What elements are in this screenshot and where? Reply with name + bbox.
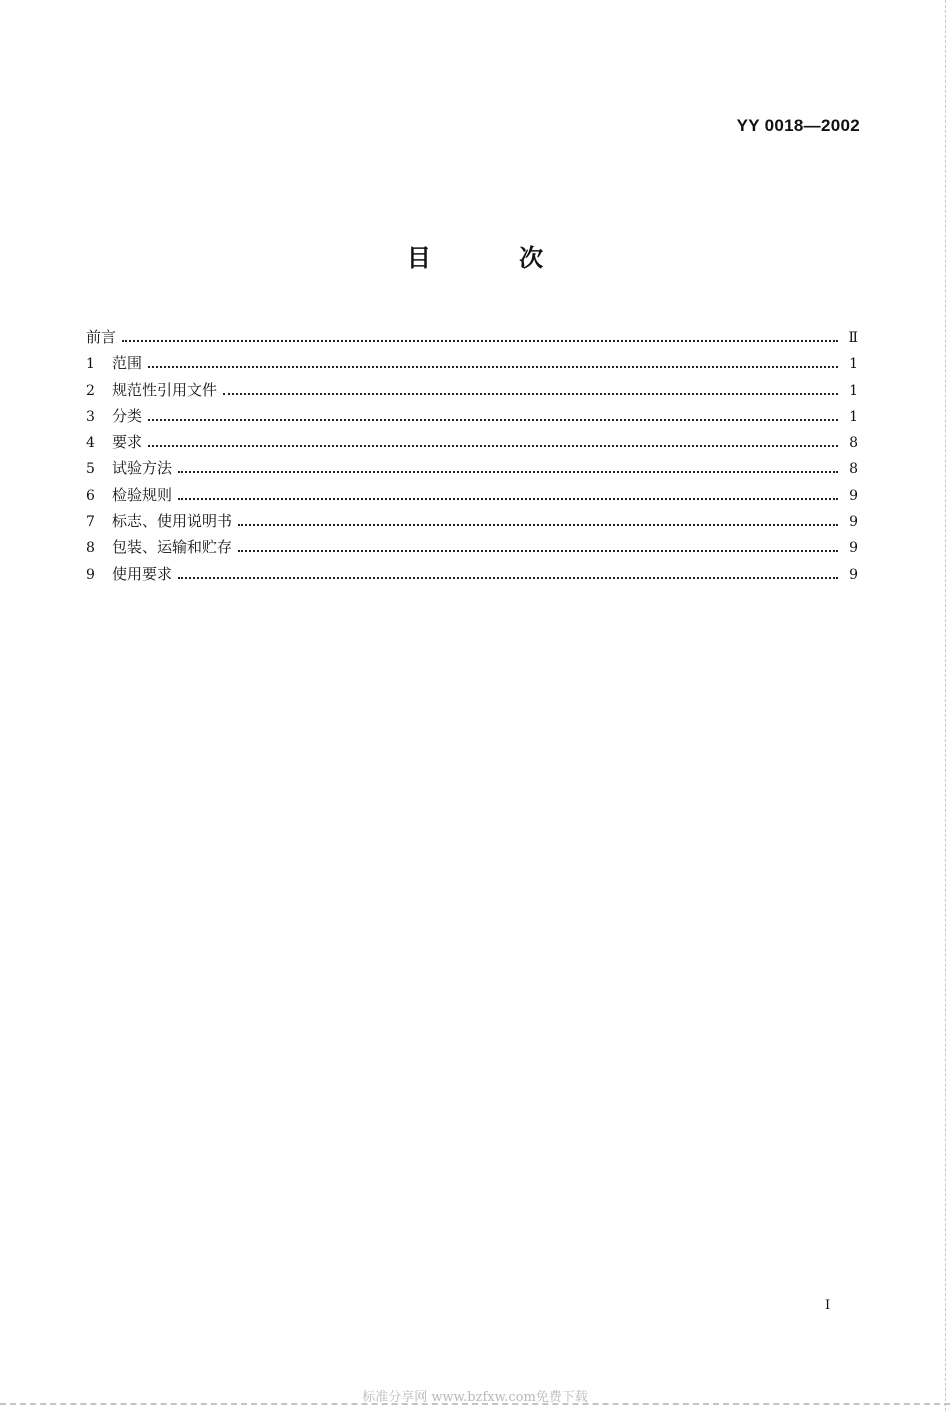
toc-entry-page: 9: [849, 566, 858, 583]
toc-entry-9[interactable]: [86, 563, 858, 589]
toc-leader-dots: [122, 340, 838, 342]
toc-entry-label: 规范性引用文件: [112, 380, 218, 399]
toc-entry-foreword[interactable]: [86, 326, 858, 352]
page-number: I: [825, 1298, 831, 1313]
toc-entry-3[interactable]: [86, 405, 858, 431]
toc-entry-page: 1: [849, 408, 858, 425]
toc-entry-page: 8: [849, 435, 858, 452]
toc-entry-number: 8: [86, 540, 95, 557]
toc-entry-page: Ⅱ: [848, 330, 858, 346]
toc-entry-page: 9: [849, 487, 858, 504]
toc-entry-label: 分类: [112, 406, 143, 425]
table-of-contents: [86, 326, 858, 589]
toc-entry-1[interactable]: [86, 352, 858, 378]
toc-entry-number: 6: [86, 487, 95, 504]
standard-code: YY 0018—2002: [736, 116, 860, 135]
toc-entry-number: 2: [86, 382, 95, 399]
toc-entry-label: 检验规则: [112, 485, 173, 504]
toc-leader-dots: [178, 498, 838, 500]
toc-entry-page: 9: [849, 514, 858, 531]
toc-entry-label: 标志、使用说明书: [112, 512, 233, 531]
toc-entry-label: 范围: [112, 354, 143, 373]
scan-edge-artifact: [937, 0, 946, 1411]
toc-entry-4[interactable]: [86, 431, 858, 457]
toc-entry-label: 使用要求: [112, 564, 173, 583]
toc-leader-dots: [178, 577, 838, 579]
toc-entry-number: 5: [86, 461, 95, 478]
toc-leader-dots: [223, 393, 838, 395]
toc-entry-label: 前言: [86, 328, 117, 346]
watermark-text: 标准分享网 www.bzfxw.com免费下载: [362, 1390, 588, 1405]
toc-entry-number: 3: [86, 408, 95, 425]
toc-entry-number: 4: [86, 435, 95, 452]
toc-entry-page: 8: [849, 461, 858, 478]
toc-entry-label: 包装、运输和贮存: [112, 538, 233, 557]
toc-entry-8[interactable]: [86, 536, 858, 562]
toc-entry-label: 要求: [112, 433, 143, 452]
toc-leader-dots: [238, 524, 838, 526]
toc-entry-label: 试验方法: [112, 459, 173, 478]
toc-leader-dots: [178, 471, 838, 473]
toc-entry-5[interactable]: [86, 457, 858, 483]
toc-entry-6[interactable]: [86, 484, 858, 510]
toc-entry-page: 9: [849, 540, 858, 557]
toc-entry-7[interactable]: [86, 510, 858, 536]
toc-leader-dots: [148, 366, 838, 368]
toc-entry-page: 1: [849, 356, 858, 373]
toc-leader-dots: [238, 550, 838, 552]
toc-leader-dots: [148, 419, 838, 421]
toc-entry-page: 1: [849, 382, 858, 399]
toc-entry-2[interactable]: [86, 379, 858, 405]
toc-entry-number: 9: [86, 566, 95, 583]
toc-entry-number: 7: [86, 514, 95, 531]
toc-title: 目 次: [406, 244, 584, 272]
toc-leader-dots: [148, 445, 838, 447]
toc-entry-number: 1: [86, 356, 95, 373]
